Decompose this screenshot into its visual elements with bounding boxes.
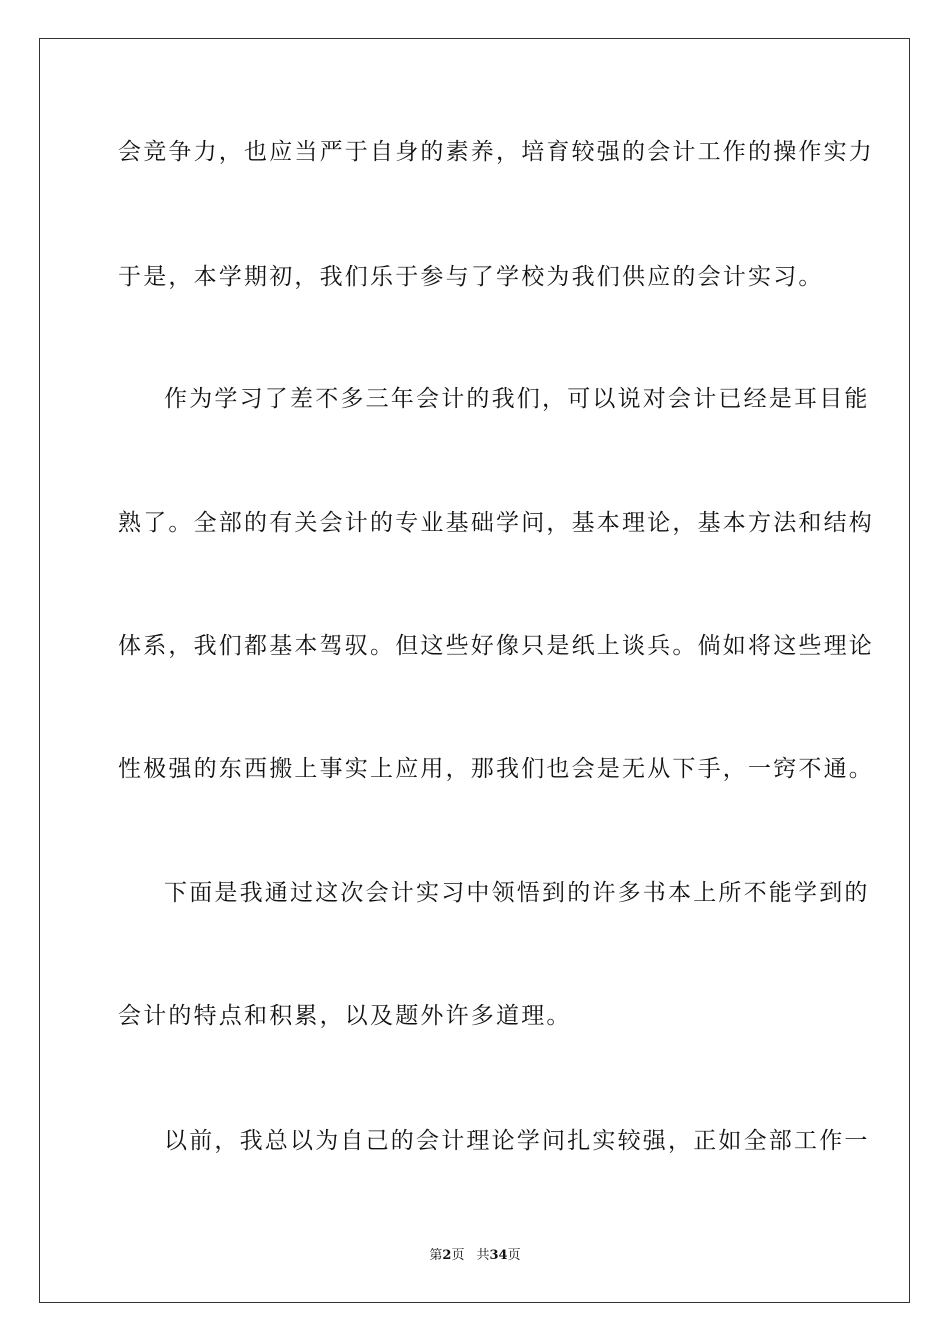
body-text-line: 会竞争力，也应当严于自身的素养，培育较强的会计工作的操作实力 <box>118 139 874 165</box>
paragraph-first-line: 作为学习了差不多三年会计的我们，可以说对会计已经是耳目能 <box>164 386 870 412</box>
page-border <box>39 38 910 1303</box>
body-text-line: 会计的特点和积累，以及题外许多道理。 <box>118 1003 572 1029</box>
page-prefix: 第 <box>429 1248 443 1263</box>
paragraph-first-line: 以前，我总以为自己的会计理论学问扎实较强，正如全部工作一 <box>164 1128 870 1154</box>
page-footer <box>0 1247 950 1265</box>
body-text-line: 熟了。全部的有关会计的专业基础学问，基本理论，基本方法和结构 <box>118 510 874 536</box>
page-suffix: 页 <box>451 1248 465 1263</box>
total-pages: 34 <box>489 1248 508 1263</box>
total-suffix: 页 <box>507 1248 521 1263</box>
body-text-line: 体系，我们都基本驾驭。但这些好像只是纸上谈兵。倘如将这些理论 <box>118 633 874 659</box>
page-number: 2 <box>442 1248 452 1263</box>
paragraph-first-line: 下面是我通过这次会计实习中领悟到的许多书本上所不能学到的 <box>164 880 870 906</box>
body-text-line: 性极强的东西搬上事实上应用，那我们也会是无从下手，一窍不通。 <box>118 756 874 782</box>
body-text-line: 于是，本学期初，我们乐于参与了学校为我们供应的会计实习。 <box>118 264 824 290</box>
total-prefix: 共 <box>476 1248 490 1263</box>
